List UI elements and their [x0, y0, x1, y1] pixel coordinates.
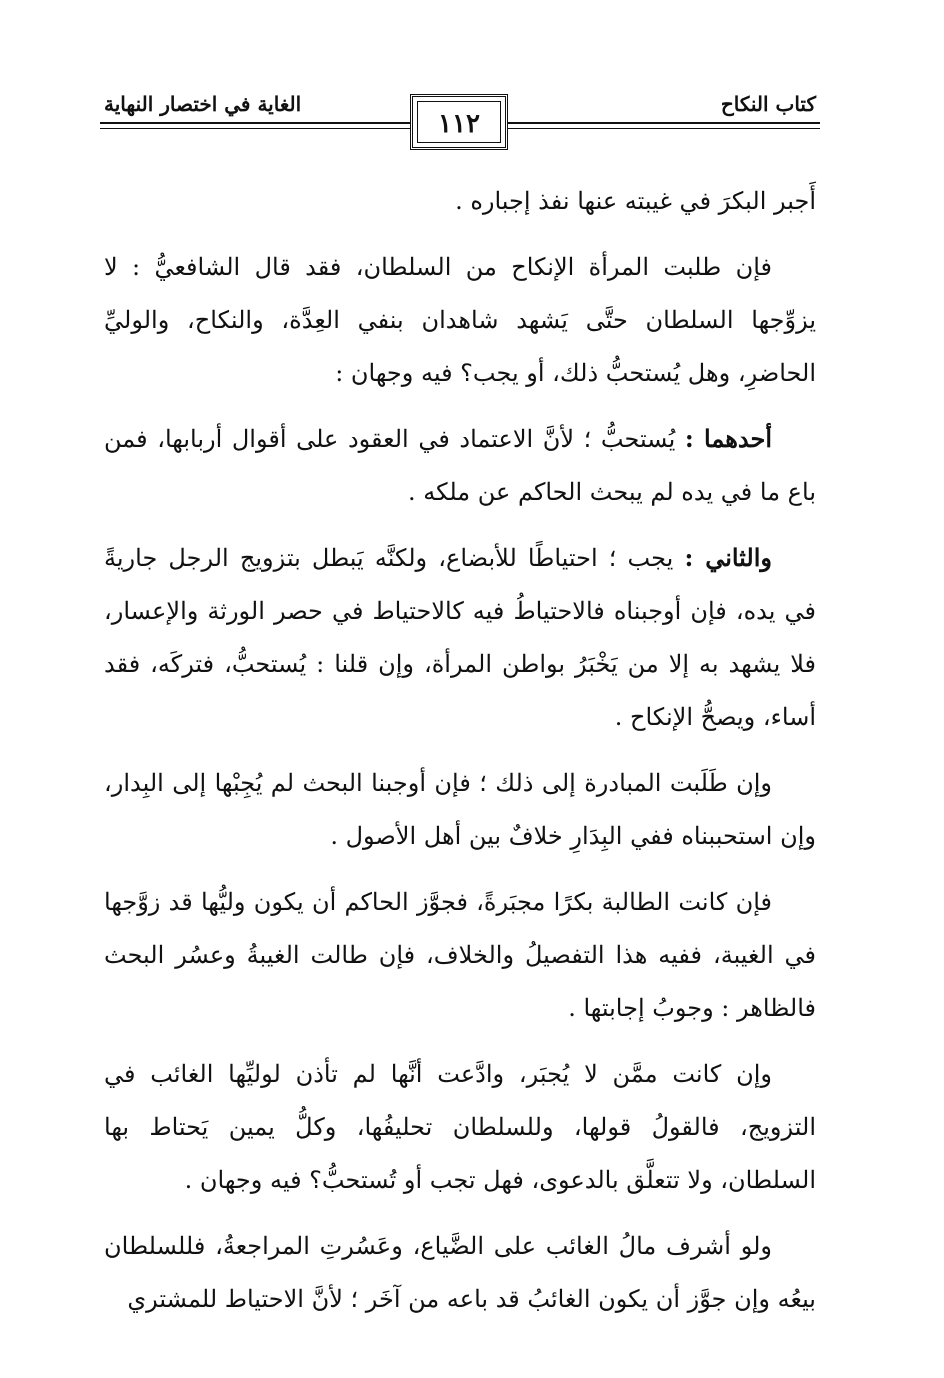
book-title: كتاب النكاح [720, 92, 816, 116]
paragraph-lead: أحدهما : [684, 424, 772, 453]
paragraph-text: فإن طلبت المرأة الإنكاح من السلطان، فقد قال الشافعيُّ : لا يزوِّجها السلطان حتَّى يَشهد شاهدان بنفي العِدَّة، والنكاح، والوليِّ الحاضرِ، وهل يُستحبُّ ذلك، أو يجب؟ فيه وجهان : [104, 253, 816, 387]
page-header [100, 78, 820, 158]
paragraph [104, 1219, 816, 1326]
paragraph [104, 240, 816, 400]
paragraph [104, 875, 816, 1035]
paragraph-text: ولو أشرف مالُ الغائب على الضَّياع، وعَسُرتِ المراجعةُ، فللسلطان بيعُه وإن جوَّز أن يكون الغائبُ قد باعه من آخَر ؛ لأنَّ الاحتياط للمشتري [104, 1232, 816, 1313]
paragraph-lead: والثاني : [684, 543, 772, 572]
paragraph-text: يجب ؛ احتياطًا للأبضاع، ولكنَّه يَبطل بتزويج الرجل جاريةً في يده، فإن أوجبناه فالاحتياطُ فيه كالاحتياط في حصر الورثة والإعسار، فلا يشهد به إلا من يَخْبَرُ بواطن المرأة، وإن قلنا : يُستحبُّ، فتركَه، فقد أساء، ويصحُّ الإنكاح . [104, 544, 816, 731]
paragraph [104, 756, 816, 863]
paragraph-text: وإن كانت ممَّن لا يُجبَر، وادَّعت أنَّها لم تأذن لوليِّها الغائب في التزويج، فالقولُ قولها، وللسلطان تحليفُها، وكلُّ يمين يَحتاط بها السلطان، ولا تتعلَّق بالدعوى، فهل تجب أو تُستحبُّ؟ فيه وجهان . [104, 1060, 816, 1194]
paragraph-text: يُستحبُّ ؛ لأنَّ الاعتماد في العقود على أقوال أربابها، فمن باع ما في يده لم يبحث الحاكم عن ملكه . [104, 425, 816, 506]
running-title: الغاية في اختصار النهاية [104, 92, 302, 116]
paragraph-text: أَجبر البكرَ في غيبته عنها نفذ إجباره . [455, 187, 816, 215]
paragraph [104, 174, 816, 228]
paragraph [104, 1047, 816, 1207]
paragraph-text: فإن كانت الطالبة بكرًا مجبَرةً، فجوَّز الحاكم أن يكون وليُّها قد زوَّجها في الغيبة، ففيه هذا التفصيلُ والخلاف، فإن طالت الغيبةُ وعسُر البحث فالظاهر : وجوبُ إجابتها . [104, 888, 816, 1022]
paragraph [104, 531, 816, 744]
paragraph [104, 412, 816, 519]
paragraph-text: وإن طَلَبت المبادرة إلى ذلك ؛ فإن أوجبنا البحث لم يُجِبْها إلى البِدار، وإن استحببناه ففي البِدَارِ خلافٌ بين أهل الأصول . [104, 769, 816, 850]
page-body [104, 174, 816, 1338]
page-number-frame [410, 94, 508, 150]
page-number: ١١٢ [438, 109, 480, 139]
